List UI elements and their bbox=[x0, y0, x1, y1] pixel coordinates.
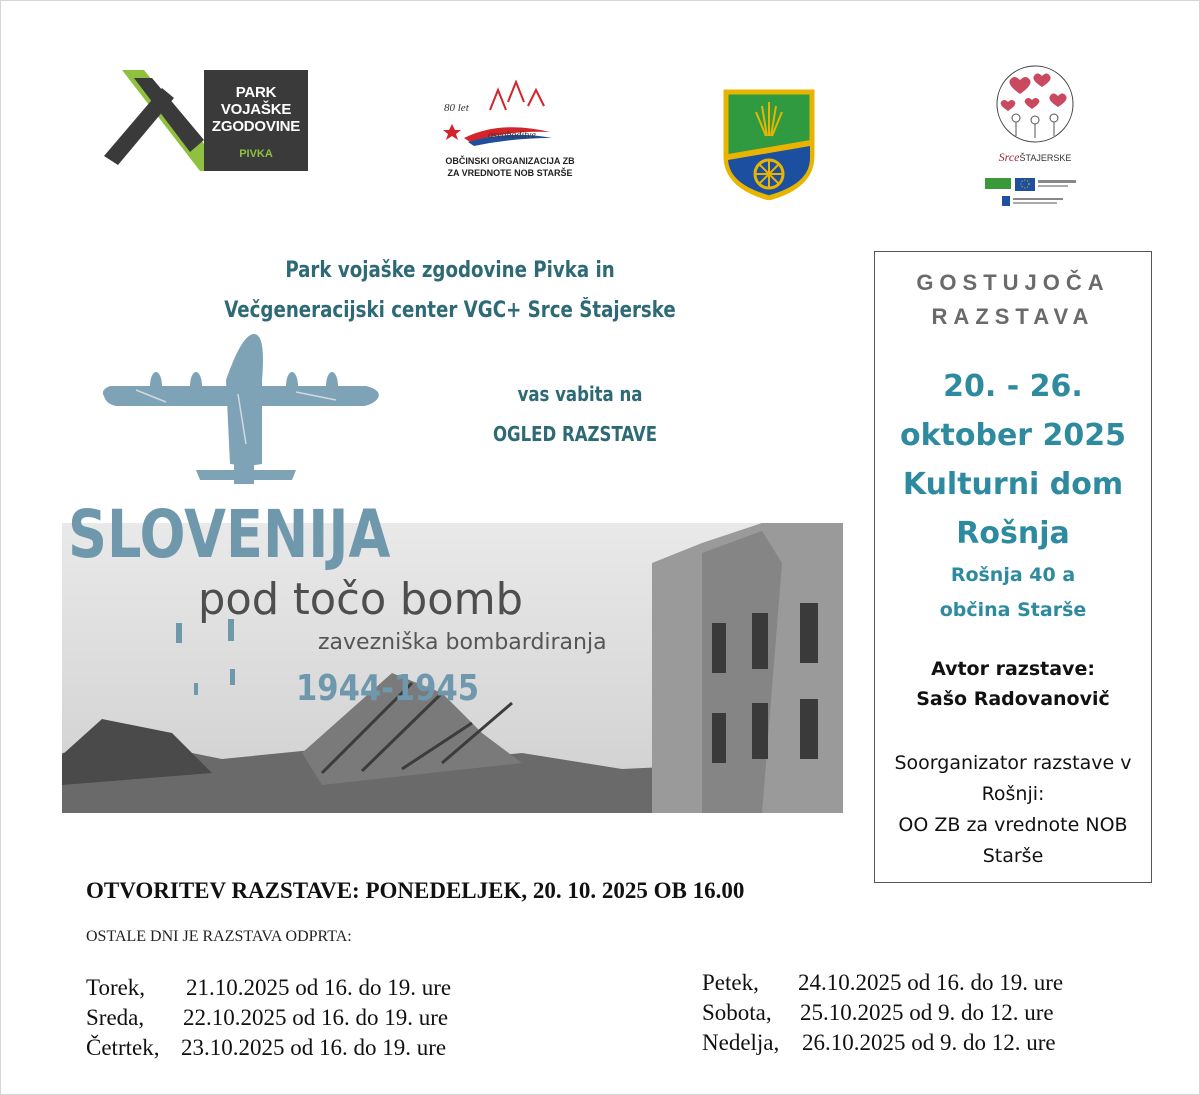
schedule-time: 24.10.2025 od 16. do 19. ure bbox=[798, 970, 1064, 995]
schedule-time: 25.10.2025 od 9. do 12. ure bbox=[800, 1000, 1054, 1025]
zb-emblem-icon bbox=[430, 80, 590, 155]
park-line4: PIVKA bbox=[239, 148, 273, 160]
hearts-people-icon bbox=[980, 60, 1090, 150]
srce-stajerske-logo bbox=[980, 60, 1090, 212]
schedule-right bbox=[702, 968, 1063, 1058]
venue-place: Rošnja bbox=[956, 516, 1070, 551]
label-line2: RAZSTAVA bbox=[931, 304, 1095, 329]
date-range: 20. - 26. bbox=[943, 369, 1083, 404]
author-label: Avtor razstave: bbox=[931, 658, 1095, 680]
guest-exhibition-label bbox=[875, 266, 1151, 334]
date-venue bbox=[875, 362, 1151, 558]
author-name: Sašo Radovanovič bbox=[916, 688, 1110, 710]
schedule-row bbox=[86, 973, 451, 1003]
schedule-day: Torek, bbox=[86, 975, 146, 1000]
schedule-row bbox=[702, 968, 1063, 998]
label-line1: GOSTUJOČA bbox=[916, 270, 1110, 295]
intro-line1: Park vojaške zgodovine Pivka in bbox=[285, 258, 615, 283]
co-organizer bbox=[875, 748, 1151, 872]
zb-anniversary: 80 let bbox=[444, 102, 469, 114]
park-line2: VOJAŠKE bbox=[220, 101, 292, 118]
srce-name bbox=[980, 150, 1090, 165]
info-box bbox=[874, 251, 1152, 883]
schedule-day: Sobota, bbox=[702, 1000, 772, 1025]
park-line1: PARK bbox=[235, 84, 277, 101]
coorg-line3: OO ZB za vrednote NOB bbox=[898, 814, 1128, 836]
eu-funding-icons bbox=[980, 172, 1090, 212]
srce-name-text: ŠTAJERSKE bbox=[1019, 153, 1072, 163]
coat-of-arms-logo bbox=[722, 88, 816, 200]
zb-logo bbox=[430, 80, 590, 185]
schedule-day: Nedelja, bbox=[702, 1030, 780, 1055]
zb-name bbox=[430, 155, 590, 179]
zb-name-line1: OBČINSKI ORGANIZACIJA ZB bbox=[445, 156, 575, 166]
date-month: oktober 2025 bbox=[899, 418, 1127, 453]
coorg-line4: Starše bbox=[982, 845, 1044, 867]
venue-name: Kulturni dom bbox=[902, 467, 1124, 502]
exhibition-years: 1944-1945 bbox=[296, 668, 480, 709]
schedule-day: Petek, bbox=[702, 970, 759, 995]
other-days-heading: OSTALE DNI JE RAZSTAVA ODPRTA: bbox=[86, 928, 352, 945]
schedule-time: 21.10.2025 od 16. do 19. ure bbox=[186, 975, 452, 1000]
address-municipality: občina Starše bbox=[939, 599, 1087, 621]
intro-line2: Večgeneracijski center VGC+ Srce Štajerske bbox=[224, 298, 676, 323]
zb-name-line2: ZA VREDNOTE NOB STARŠE bbox=[447, 168, 573, 178]
opening-announcement: OTVORITEV RAZSTAVE: PONEDELJEK, 20. 10. 2025 OB 16.00 bbox=[86, 878, 745, 903]
coorg-line1: Soorganizator razstave v bbox=[894, 752, 1132, 774]
schedule-left bbox=[86, 973, 451, 1063]
exhibition-title: SLOVENIJA bbox=[68, 496, 391, 573]
schedule-day: Četrtek, bbox=[86, 1035, 160, 1060]
coorg-line2: Rošnji: bbox=[981, 783, 1045, 805]
schedule-time: 22.10.2025 od 16. do 19. ure bbox=[183, 1005, 449, 1030]
park-x-mark-icon bbox=[104, 70, 214, 172]
address-street: Rošnja 40 a bbox=[950, 564, 1076, 586]
srce-script: Srce bbox=[998, 150, 1020, 164]
schedule-day: Sreda, bbox=[86, 1005, 145, 1030]
exhibition-tagline: zavezniška bombardiranja bbox=[318, 630, 607, 655]
park-logo-text bbox=[204, 84, 308, 135]
schedule-row bbox=[86, 1033, 451, 1063]
schedule-row bbox=[702, 998, 1063, 1028]
exhibition-subtitle: pod točo bomb bbox=[198, 574, 524, 625]
schedule-row bbox=[86, 1003, 451, 1033]
zb-subtitle: osvoboditve bbox=[488, 130, 536, 141]
intro-line3: vas vabita na bbox=[517, 382, 643, 406]
park-line3: ZGODOVINE bbox=[211, 118, 301, 135]
schedule-row bbox=[702, 1028, 1063, 1058]
park-logo bbox=[104, 70, 308, 172]
schedule-time: 26.10.2025 od 9. do 12. ure bbox=[802, 1030, 1056, 1055]
author bbox=[875, 654, 1151, 714]
schedule-time: 23.10.2025 od 16. do 19. ure bbox=[181, 1035, 447, 1060]
address bbox=[875, 558, 1151, 628]
park-logo-panel bbox=[204, 70, 308, 171]
coat-of-arms-icon bbox=[722, 88, 816, 200]
intro-line4: OGLED RAZSTAVE bbox=[492, 422, 658, 446]
